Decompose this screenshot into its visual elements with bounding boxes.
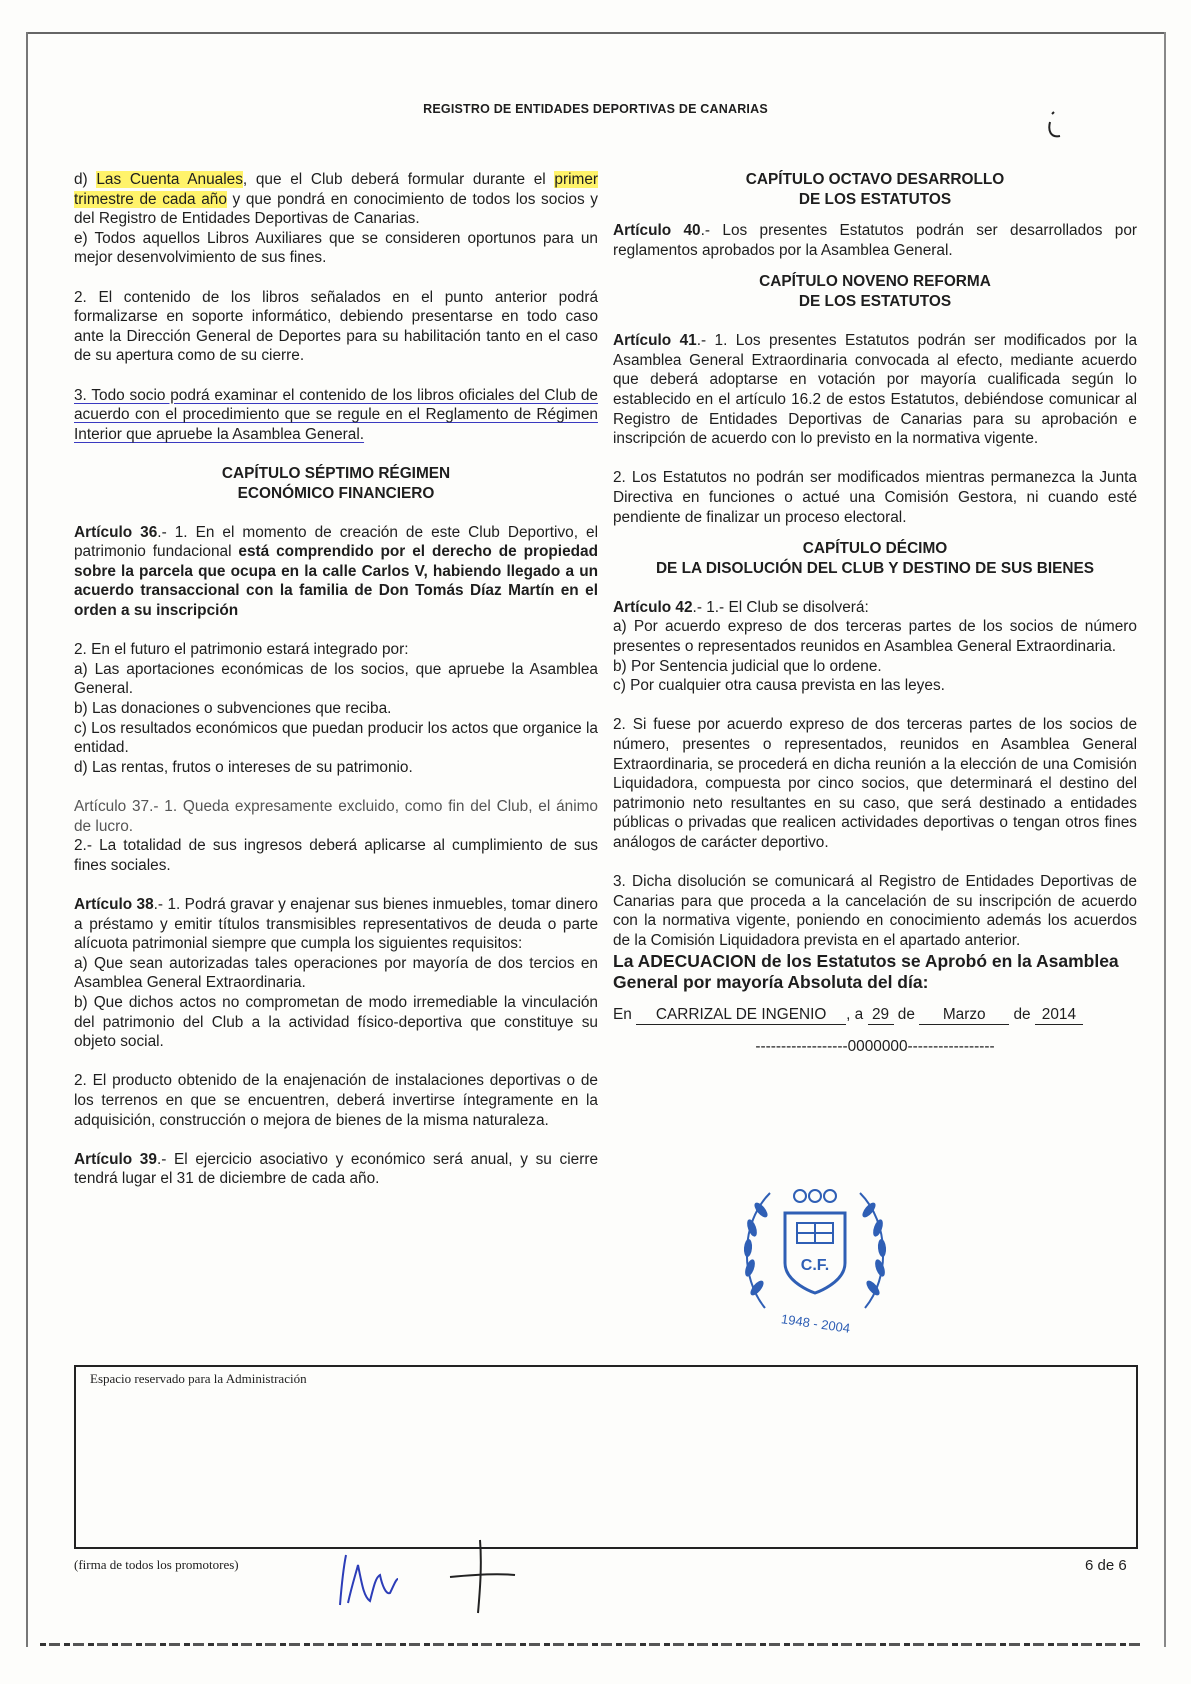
- chapter-9-title: CAPÍTULO NOVENO REFORMA DE LOS ESTATUTOS: [759, 273, 991, 310]
- chapter-7-title: CAPÍTULO SÉPTIMO RÉGIMEN ECONÓMICO FINANCIERO: [221, 464, 451, 502]
- article-42-1: Artículo 42.- 1.- El Club se disolverá:: [613, 598, 869, 616]
- article-36-d: d) Las rentas, frutos o intereses de su patrimonio.: [74, 758, 413, 776]
- right-column: [613, 170, 1137, 1057]
- article-36: Artículo 36.- 1. En el momento de creación de este Club Deportivo, el patrimonio fundacional está comprendido por el derecho de propiedad sobre la parcela que ocupa en la calle Carlos V, habiendo llegado a un acuerdo transaccional con la familia de Don Tomás Díaz Martín en el orden a su inscripción: [74, 523, 598, 620]
- article-36-b: b) Las donaciones o subvenciones que reciba.: [74, 700, 392, 718]
- administration-label: Espacio reservado para la Administración: [90, 1371, 307, 1386]
- article-41-2: 2. Los Estatutos no podrán ser modificados mientras permanezca la Junta Directiva en funciones o actué una Comisión Gestora, ni cuando esté pendiente de finalizar un proceso electoral.: [613, 469, 1137, 526]
- chapter-8-title: CAPÍTULO OCTAVO DESARROLLO DE LOS ESTATUTOS: [745, 171, 1005, 208]
- article-42-c: c) Por cualquier otra causa prevista en las leyes.: [613, 677, 945, 695]
- item-d: d) Las Cuenta Anuales, que el Club deberá formular durante el primer trimestre de cada año y que pondrá en conocimiento de todos los socios y del Registro de Entidades Deportivas de Canarias.: [74, 171, 599, 228]
- paragraph-2: 2. El contenido de los libros señalados en el punto anterior podrá formalizarse en soporte informático, debiendo presentarse en todo caso ante la Dirección General de Deportes para su habilitación tanto en el caso de su apertura como de su cierre.: [74, 288, 598, 365]
- scan-border-top: [26, 32, 1166, 34]
- article-39: Artículo 39.- El ejercicio asociativo y económico será anual, y su cierre tendrá lugar el 31 de diciembre de cada año.: [74, 1150, 598, 1188]
- article-42-a: a) Por acuerdo expreso de dos terceras partes de los socios de número presentes o representados reunidos en Asamblea General Extraordinaria.: [613, 618, 1137, 656]
- date-day-field: 29: [868, 1005, 894, 1026]
- date-line: En CARRIZAL DE INGENIO , a 29 de Marzo de 2014: [613, 1005, 1137, 1026]
- article-40: Artículo 40.- Los presentes Estatutos podrán ser desarrollados por reglamentos aprobados por la Asamblea General.: [613, 222, 1138, 259]
- scan-edge-bottom: [40, 1643, 1140, 1646]
- handwritten-signatures: [330, 1535, 530, 1615]
- article-37-1: Artículo 37.- 1. Queda expresamente excluido, como fin del Club, el ánimo de lucro.: [74, 798, 598, 835]
- adecuacion-statement: La ADECUACION de los Estatutos se Aprobó en la Asamblea General por mayoría Absoluta del día:: [613, 950, 1119, 992]
- date-month-field: Marzo: [919, 1005, 1009, 1026]
- article-38-a: a) Que sean autorizadas tales operaciones por mayoría de dos tercios en Asamblea General Extraordinaria.: [74, 954, 598, 992]
- article-41-1: Artículo 41.- 1. Los presentes Estatutos podrán ser modificados por la Asamblea General Extraordinaria convocada al efecto, mediante acuerdo que deberá adoptarse en votación por mayoría cualificada según lo establecido en el artículo 16.2 de estos Estatutos, debiéndose comunicar al Registro de Entidades Deportivas de Canarias para su aprobación e inscripción de acuerdo con lo previsto en la normativa vigente.: [613, 332, 1138, 448]
- article-36-c: c) Los resultados económicos que puedan producir los actos que organice la entidad.: [74, 719, 598, 757]
- article-36-2: 2. En el futuro el patrimonio estará integrado por:: [74, 641, 409, 659]
- paragraph-3-underlined: 3. Todo socio podrá examinar el contenido de los libros oficiales del Club de acuerdo con el procedimiento que se regule en el Reglamento de Régimen Interior que apruebe la Asamblea General.: [74, 386, 598, 443]
- separator: ------------------0000000-----------------: [755, 1038, 995, 1056]
- signature-caption: (firma de todos los promotores): [74, 1557, 239, 1572]
- article-42-b: b) Por Sentencia judicial que lo ordene.: [613, 657, 882, 675]
- date-year-field: 2014: [1035, 1005, 1083, 1026]
- page-header: REGISTRO DE ENTIDADES DEPORTIVAS DE CANARIAS: [423, 102, 768, 116]
- page-number: 6 de 6: [1085, 1557, 1127, 1574]
- scan-border-right: [1164, 32, 1166, 1647]
- scan-border-left: [26, 32, 28, 1647]
- club-seal-stamp: [735, 1168, 895, 1338]
- date-place-field: CARRIZAL DE INGENIO: [636, 1005, 846, 1026]
- left-column: [74, 170, 598, 1189]
- article-42-3: 3. Dicha disolución se comunicará al Registro de Entidades Deportivas de Canarias para que proceda a la cancelación de su inscripción de acuerdo con la normativa vigente, poniendo en conocimiento además los acuerdos de la Comisión Liquidadora prevista en el apartado anterior.: [613, 873, 1137, 949]
- article-36-a: a) Las aportaciones económicas de los socios, que apruebe la Asamblea General.: [74, 660, 598, 698]
- article-38-1: Artículo 38.- 1. Podrá gravar y enajenar sus bienes inmuebles, tomar dinero a préstamo y emitir títulos transmisibles representativos de deuda o parte alícuota patrimonial siempre que cumpla los siguientes requisitos:: [74, 895, 598, 953]
- article-38-b: b) Que dichos actos no comprometan de modo irremediable la vinculación del patrimonio del Club a la actividad físico-deportiva que constituye su objeto social.: [74, 993, 598, 1051]
- article-42-2: 2. Si fuese por acuerdo expreso de dos terceras partes de los socios de número, presentes o representados, reunidos en Asamblea General Extraordinaria, se procederá en dicha reunión a la elección de una Comisión Liquidadora, compuesta por cinco socios, que determinará el destino del patrimonio neto resultantes en su caso, que será destinado a entidades públicas o privadas que realicen actividades deportivas o tengan otros fines análogos de carácter deportivo.: [613, 716, 1137, 851]
- highlight-trimestre: primer trimestre de cada año: [74, 171, 599, 208]
- seal-years: 1948 - 2004: [780, 1311, 852, 1336]
- seal-initials: C.F.: [800, 1257, 830, 1274]
- administration-box: [74, 1365, 1138, 1549]
- article-38-2: 2. El producto obtenido de la enajenación de instalaciones deportivas o de los terrenos en que se encuentren, deberá invertirse íntegramente en la adquisición, construcción o mejora de bienes de la misma naturaleza.: [74, 1072, 598, 1129]
- chapter-10-title: CAPÍTULO DÉCIMO DE LA DISOLUCIÓN DEL CLUB Y DESTINO DE SUS BIENES: [655, 540, 1095, 577]
- item-e: e) Todos aquellos Libros Auxiliares que se consideren oportunos para un mejor desenvolvimiento de sus fines.: [74, 229, 598, 267]
- article-37-2: 2.- La totalidad de sus ingresos deberá aplicarse al cumplimiento de sus fines sociales.: [74, 837, 598, 874]
- highlight-cuentas: Las Cuenta Anuales: [96, 171, 243, 188]
